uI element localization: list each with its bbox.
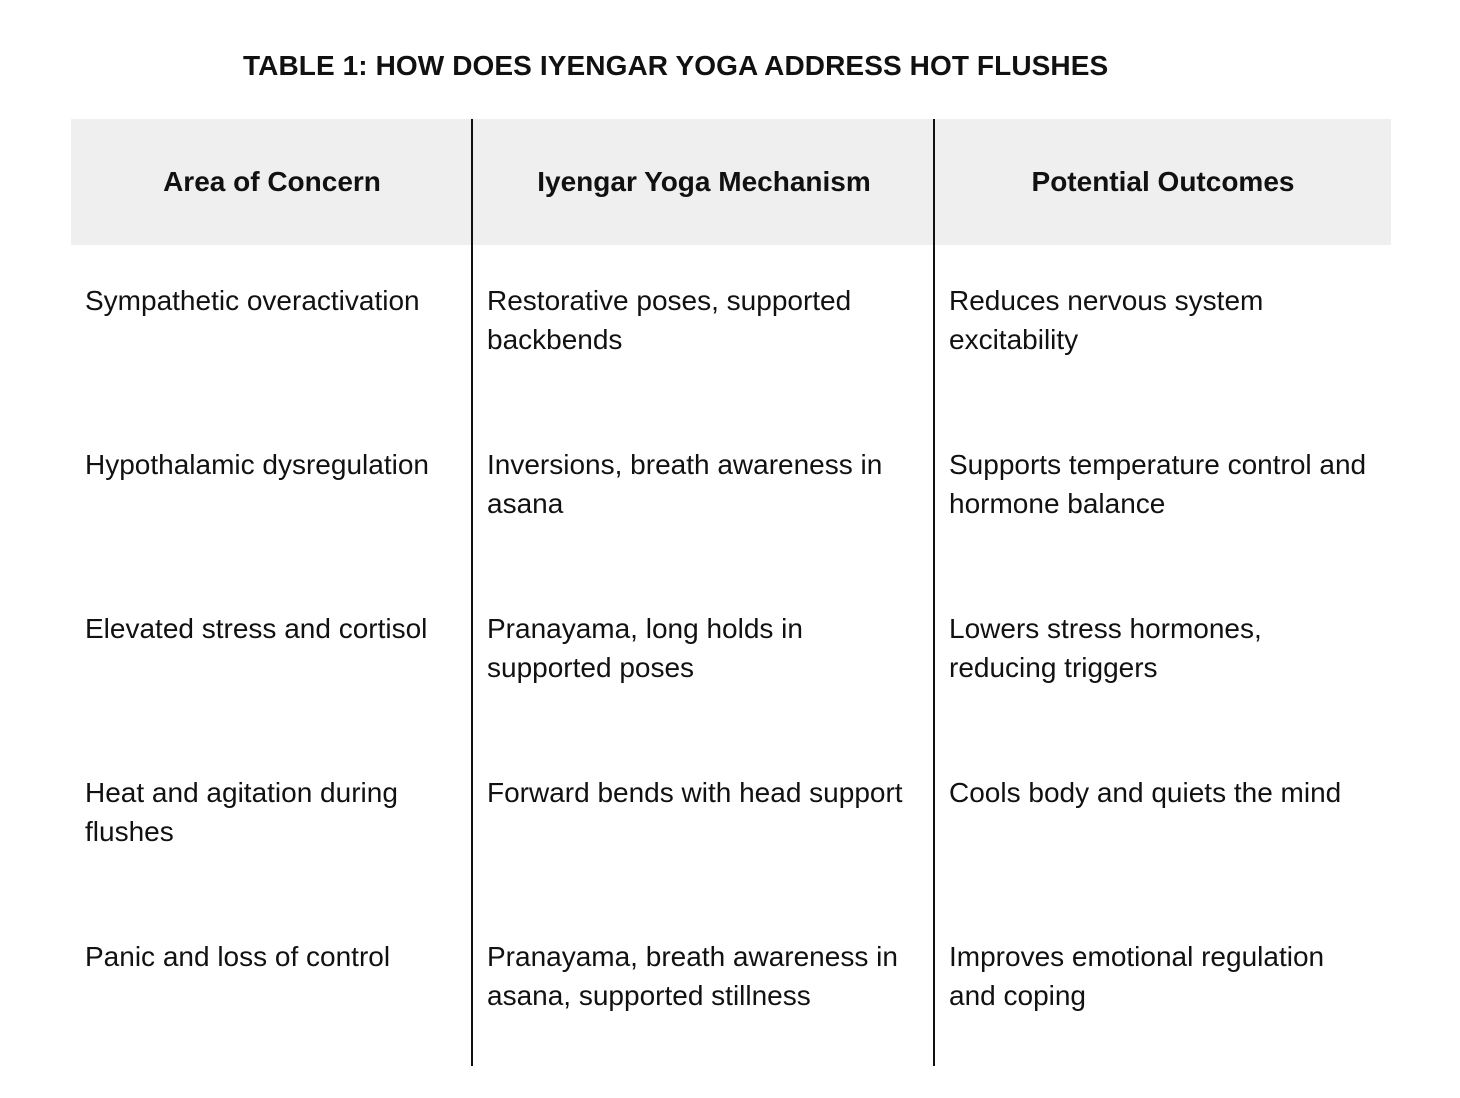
table-header-row (71, 119, 1391, 245)
cell-mechanism: Inversions, breath awareness in asana (487, 449, 883, 519)
table-row (71, 737, 1391, 901)
table-title: TABLE 1: HOW DOES IYENGAR YOGA ADDRESS HOT FLUSHES (243, 50, 1109, 81)
cell-outcome: Cools body and quiets the mind (949, 777, 1342, 808)
cell-outcome: Supports temperature control and hormone balance (949, 449, 1367, 519)
table-row (71, 901, 1391, 1056)
table-row (71, 409, 1391, 573)
cell-outcome: Improves emotional regulation and coping (949, 941, 1325, 1011)
cell-concern: Elevated stress and cortisol (85, 613, 428, 644)
cell-concern: Heat and agitation during flushes (85, 777, 398, 847)
table-row (71, 245, 1391, 409)
header-mechanism: Iyengar Yoga Mechanism (537, 166, 871, 197)
cell-concern: Hypothalamic dysregulation (85, 449, 429, 480)
cell-concern: Sympathetic overactivation (85, 285, 420, 316)
header-area-of-concern: Area of Concern (163, 166, 381, 197)
table-row (71, 573, 1391, 737)
cell-mechanism: Pranayama, long holds in supported poses (487, 613, 803, 683)
outcomes-table (71, 119, 1391, 1056)
cell-concern: Panic and loss of control (85, 941, 391, 972)
cell-mechanism: Forward bends with head support (487, 777, 903, 808)
column-divider (933, 119, 935, 1066)
header-potential-outcomes: Potential Outcomes (1031, 166, 1295, 197)
cell-outcome: Lowers stress hormones, reducing triggers (949, 613, 1262, 683)
cell-mechanism: Restorative poses, supported backbends (487, 285, 852, 355)
column-divider (471, 119, 473, 1066)
cell-outcome: Reduces nervous system excitability (949, 285, 1264, 355)
cell-mechanism: Pranayama, breath awareness in asana, supported stillness (487, 941, 898, 1011)
